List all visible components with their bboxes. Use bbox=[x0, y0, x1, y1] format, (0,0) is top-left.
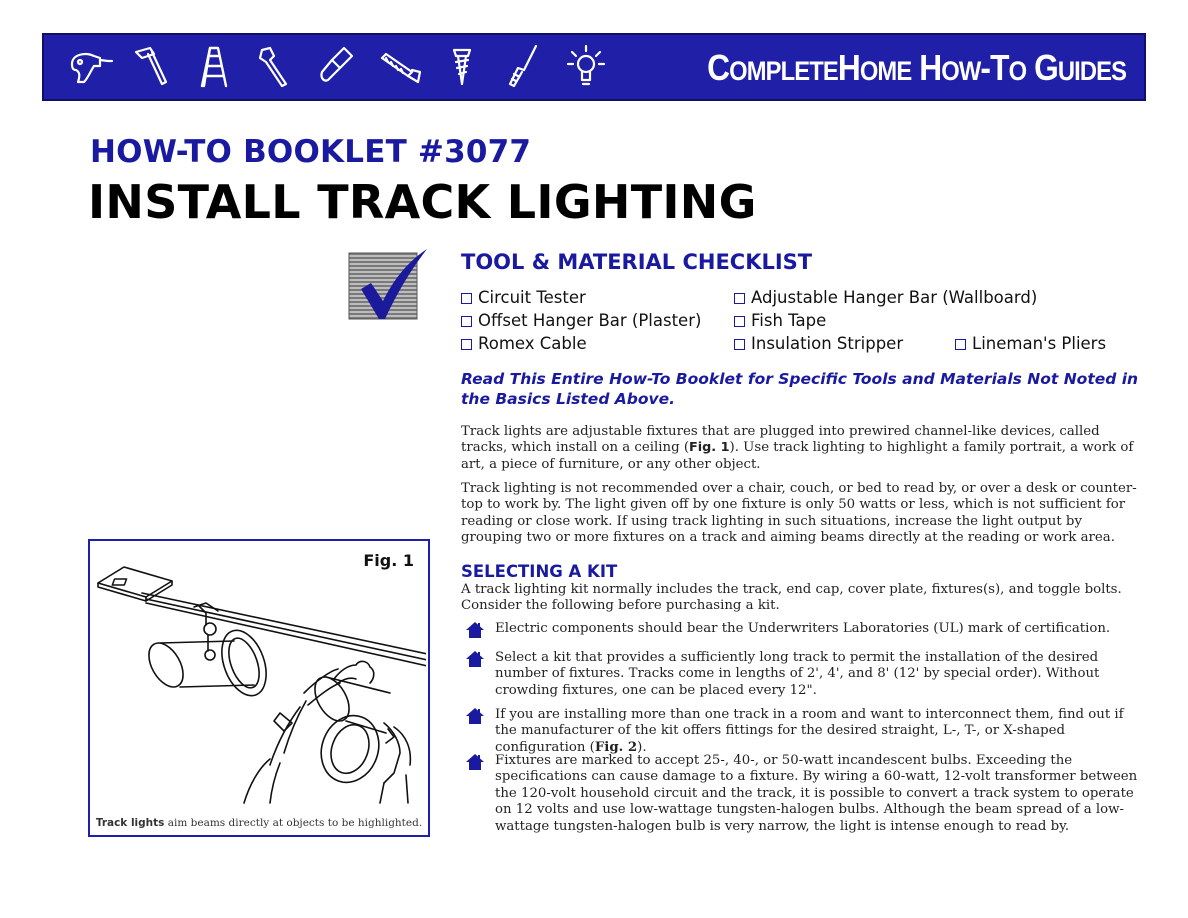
drill-icon bbox=[66, 42, 114, 92]
checklist-note: Read This Entire How-To Booklet for Specific Tools and Materials Not Noted in the Basics Listed Above. bbox=[461, 370, 1139, 408]
paintbrush-icon bbox=[314, 42, 362, 92]
screw-icon bbox=[438, 42, 486, 92]
checkbox-icon bbox=[734, 339, 745, 350]
lightbulb-icon bbox=[562, 42, 610, 92]
checklist-item[interactable]: Offset Hanger Bar (Plaster) bbox=[461, 311, 701, 330]
booklet-number: HOW-TO BOOKLET #3077 bbox=[90, 134, 532, 170]
checklist-item[interactable]: Insulation Stripper bbox=[734, 334, 903, 353]
ladder-icon bbox=[190, 42, 238, 92]
fig-reference[interactable]: Fig. 1 bbox=[689, 440, 730, 456]
checklist-item[interactable]: Adjustable Hanger Bar (Wallboard) bbox=[734, 288, 1037, 307]
checkbox-icon bbox=[461, 339, 472, 350]
checkbox-icon bbox=[461, 316, 472, 327]
checklist-title: TOOL & MATERIAL CHECKLIST bbox=[461, 250, 813, 274]
checkbox-icon bbox=[461, 293, 472, 304]
fig-reference[interactable]: Fig. 2 bbox=[594, 739, 638, 755]
house-bullet-icon bbox=[465, 753, 485, 771]
checkbox-icon bbox=[955, 339, 966, 350]
track-light-illustration bbox=[94, 553, 426, 811]
saw-icon bbox=[376, 42, 424, 92]
intro-paragraph-1: Track lights are adjustable fixtures that are plugged into prewired channel-like devices, called tracks, which install on a ceiling (Fig. 1). Use track lighting to highlight a family portrait, a work of art, a piece of furniture, or any other object. bbox=[461, 424, 1134, 472]
page-title: INSTALL TRACK LIGHTING bbox=[88, 175, 757, 229]
checkmark-icon bbox=[347, 247, 429, 321]
figure-caption: Track lights aim beams directly at objects to be highlighted. bbox=[95, 817, 423, 829]
figure-1 bbox=[88, 539, 430, 837]
checkbox-icon bbox=[734, 316, 745, 327]
brand-title: COMPLETEHOME HOW-TO GUIDES bbox=[707, 47, 1126, 88]
checkbox-icon bbox=[734, 293, 745, 304]
wrench-icon bbox=[252, 42, 300, 92]
checklist-item[interactable]: Romex Cable bbox=[461, 334, 587, 353]
tool-icons-row bbox=[66, 42, 610, 92]
header-banner bbox=[42, 33, 1146, 101]
checklist-item[interactable]: Circuit Tester bbox=[461, 288, 586, 307]
figure-label: Fig. 1 bbox=[363, 551, 414, 570]
house-bullet-icon bbox=[465, 650, 485, 668]
house-bullet-icon bbox=[465, 621, 485, 639]
house-bullet-icon bbox=[465, 707, 485, 725]
checklist-item[interactable]: Fish Tape bbox=[734, 311, 826, 330]
checklist-item[interactable]: Lineman's Pliers bbox=[955, 334, 1106, 353]
hammer-icon bbox=[128, 42, 176, 92]
selecting-paragraph: A track lighting kit normally includes the track, end cap, cover plate, fixtures(s), and toggle bolts. Consider the following before purchasing a kit. bbox=[461, 582, 1122, 614]
intro-paragraph-2: Track lighting is not recommended over a chair, couch, or bed to read by, or over a desk or counter-top to work by. The light given off by one fixture is only 50 watts or less, which is not sufficient for reading or close work. If using track lighting in such situations, increase the light output by grouping two or more fixtures on a track and aiming beams directly at the reading or work area. bbox=[461, 481, 1137, 546]
section-title-selecting: SELECTING A KIT bbox=[461, 562, 618, 581]
checklist-items bbox=[461, 288, 1151, 360]
screwdriver-icon bbox=[500, 42, 548, 92]
